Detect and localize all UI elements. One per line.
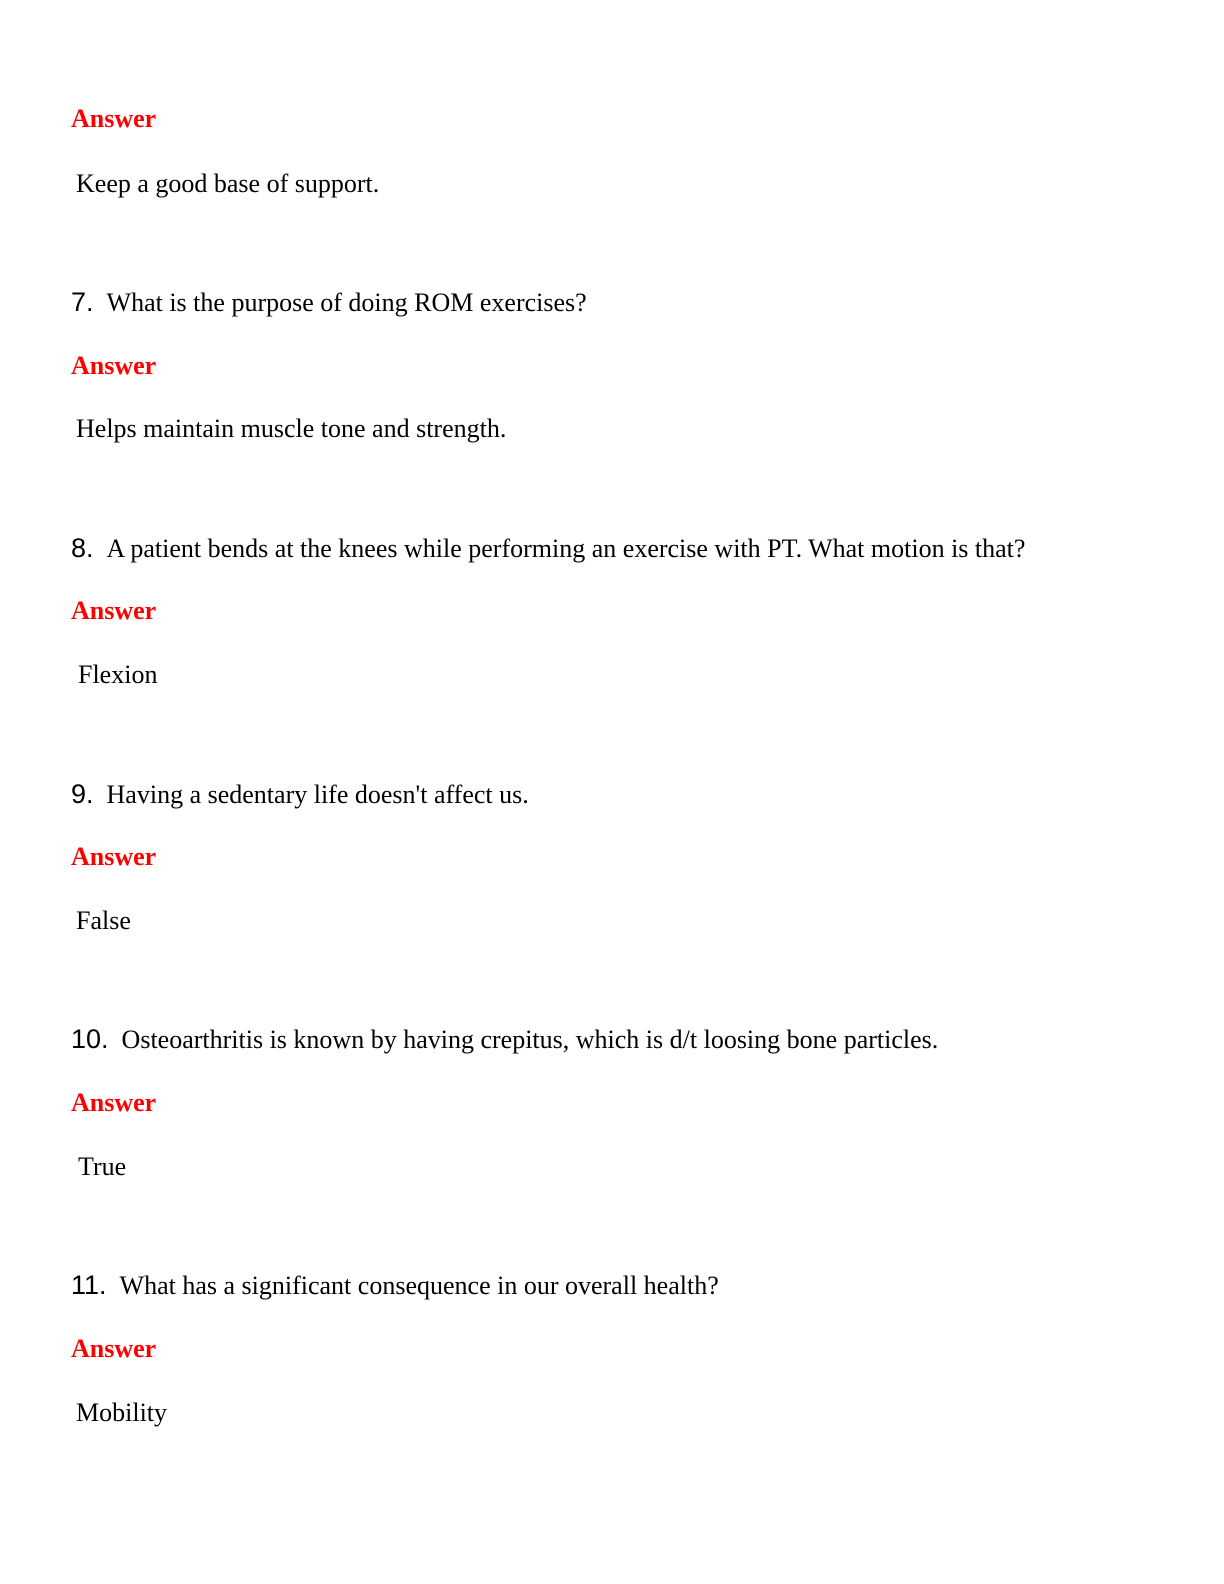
answer-text: True — [78, 1152, 127, 1181]
question-text: Having a sedentary life doesn't affect us. — [106, 780, 529, 809]
question-11 — [71, 1268, 719, 1307]
answer-text: Mobility — [76, 1398, 168, 1427]
answer-label: Answer — [71, 1088, 157, 1117]
question-9 — [71, 777, 529, 816]
question-7 — [71, 285, 587, 324]
answer-text: Flexion — [78, 660, 158, 689]
question-number: 8. — [71, 533, 94, 563]
question-8 — [71, 531, 1025, 570]
question-number: 7. — [71, 287, 94, 317]
answer-text: False — [76, 906, 131, 935]
answer-label: Answer — [71, 351, 157, 380]
answer-label: Answer — [71, 596, 157, 625]
question-number: 10. — [71, 1024, 109, 1054]
answer-label: Answer — [71, 1334, 157, 1363]
question-text: What has a significant consequence in our overall health? — [119, 1271, 719, 1300]
question-number: 11. — [71, 1270, 107, 1300]
question-number: 9. — [71, 779, 94, 809]
question-text: What is the purpose of doing ROM exercises? — [106, 288, 587, 317]
question-text: Osteoarthritis is known by having crepitus, which is d/t loosing bone particles. — [121, 1025, 939, 1054]
answer-text: Keep a good base of support. — [76, 169, 380, 198]
question-10 — [71, 1022, 938, 1061]
question-text: A patient bends at the knees while performing an exercise with PT. What motion is that? — [106, 534, 1026, 563]
answer-text: Helps maintain muscle tone and strength. — [76, 414, 507, 443]
answer-label: Answer — [71, 104, 157, 133]
answer-label: Answer — [71, 842, 157, 871]
